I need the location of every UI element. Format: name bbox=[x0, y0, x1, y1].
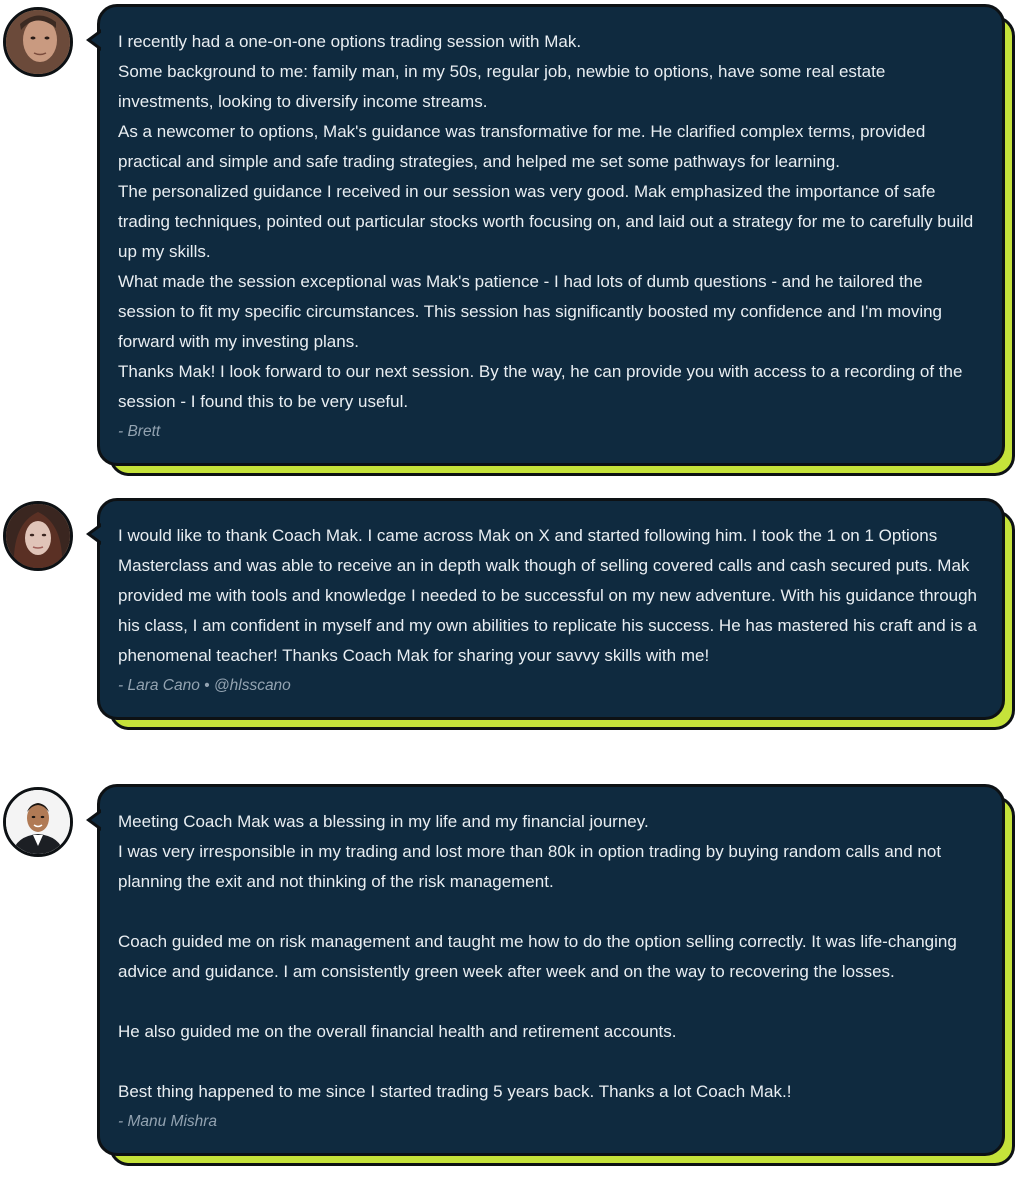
testimonial-author: - Lara Cano • @hlsscano bbox=[118, 677, 291, 694]
person-avatar-female bbox=[3, 501, 73, 571]
person-avatar-male-2 bbox=[3, 787, 73, 857]
testimonial-bubble bbox=[97, 498, 1005, 720]
testimonial-text: Coach guided me on risk management and taught me how to do the option selling correctly. It was life-changing advice and guidance. I am consistently green week after week and on the way to recovering the losses. bbox=[118, 932, 957, 981]
testimonial-author: - Manu Mishra bbox=[118, 1113, 218, 1130]
testimonial-text: Best thing happened to me since I started trading 5 years back. Thanks a lot Coach Mak.! bbox=[118, 1082, 792, 1101]
testimonial-text: As a newcomer to options, Mak's guidance was transformative for me. He clarified complex terms, provided practical and simple and safe trading strategies, and helped me set some pathways for learning. bbox=[118, 122, 926, 171]
testimonial-text: He also guided me on the overall financial health and retirement accounts. bbox=[118, 1022, 677, 1041]
testimonial-bubble bbox=[97, 784, 1005, 1156]
testimonial-text: I was very irresponsible in my trading and lost more than 80k in option trading by buying random calls and not planning the exit and not thinking of the risk management. bbox=[118, 842, 942, 891]
person-avatar-male-1 bbox=[3, 7, 73, 77]
testimonial-text: Meeting Coach Mak was a blessing in my life and my financial journey. bbox=[118, 812, 649, 831]
avatar-photo-icon bbox=[6, 790, 70, 854]
testimonial-text: Thanks Mak! I look forward to our next session. By the way, he can provide you with access to a recording of the session - I found this to be very useful. bbox=[118, 362, 963, 411]
avatar-photo-icon bbox=[6, 504, 70, 568]
testimonial-bubble bbox=[97, 4, 1005, 466]
paragraph-spacer bbox=[118, 987, 982, 1017]
testimonial-text: The personalized guidance I received in our session was very good. Mak emphasized the importance of safe trading techniques, pointed out particular stocks worth focusing on, and laid out a strategy for me to carefully build up my skills. bbox=[118, 182, 974, 261]
testimonial-text: I recently had a one-on-one options trading session with Mak. bbox=[118, 32, 582, 51]
paragraph-spacer bbox=[118, 1047, 982, 1077]
testimonial-text: I would like to thank Coach Mak. I came across Mak on X and started following him. I took the 1 on 1 Options Masterclass and was able to receive an in depth walk though of selling covered calls and cash secured puts. Mak provided me with tools and knowledge I needed to be successful on my new adventure. With his guidance through his class, I am confident in myself and my own abilities to replicate his success. He has mastered his craft and is a phenomenal teacher! Thanks Coach Mak for sharing your savvy skills with me! bbox=[118, 526, 978, 665]
testimonial-author: - Brett bbox=[118, 423, 161, 440]
paragraph-spacer bbox=[118, 897, 982, 927]
avatar-photo-icon bbox=[6, 10, 70, 74]
testimonial-text: What made the session exceptional was Mak's patience - I had lots of dumb questions - and he tailored the session to fit my specific circumstances. This session has significantly boosted my confidence and I'm moving forward with my investing plans. bbox=[118, 272, 943, 351]
testimonial-text: Some background to me: family man, in my 50s, regular job, newbie to options, have some real estate investments, looking to diversify income streams. bbox=[118, 62, 886, 111]
